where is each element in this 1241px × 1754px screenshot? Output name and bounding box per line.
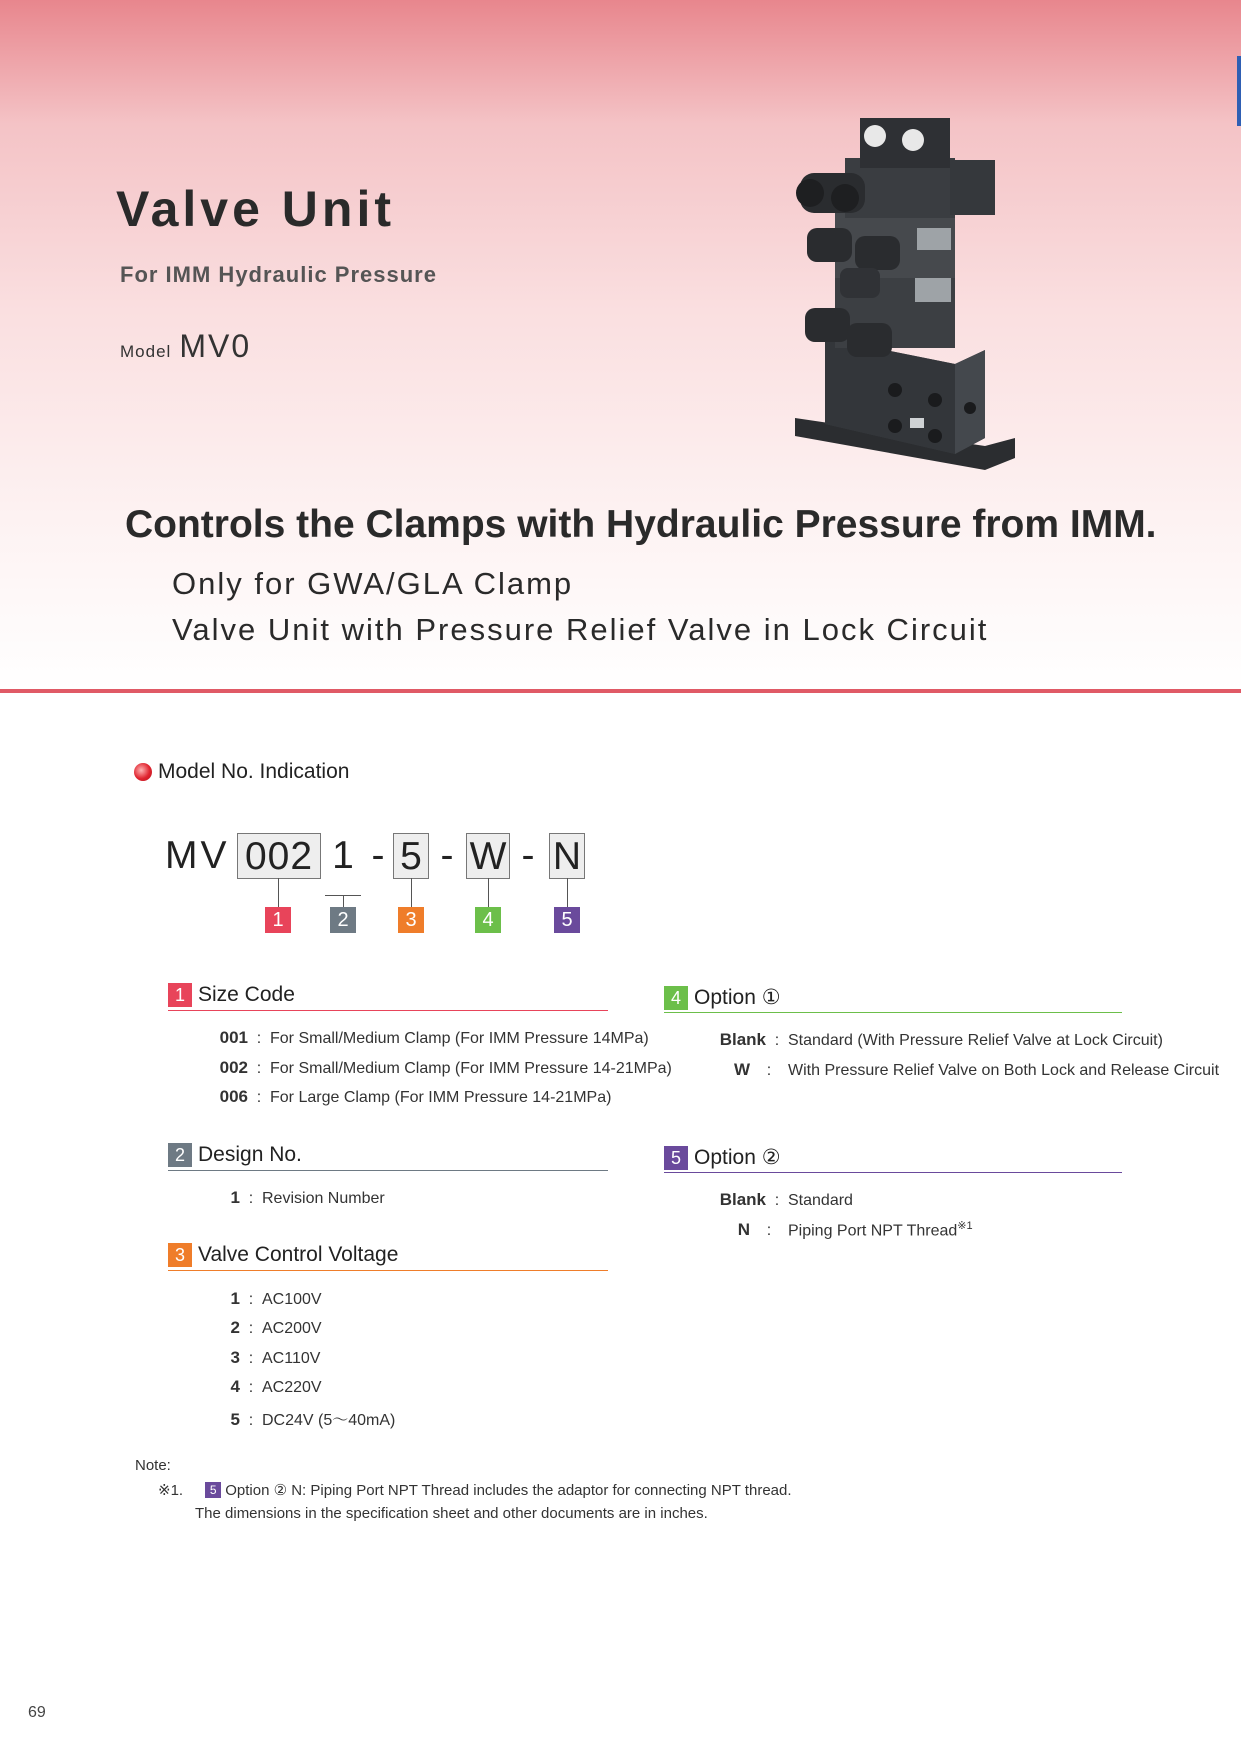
model-code-part-1: 002 <box>237 833 321 879</box>
option1-title <box>664 985 781 1010</box>
model-value: MV0 <box>179 328 252 364</box>
connector-line <box>325 895 361 896</box>
model-code-part-5: N <box>549 833 585 879</box>
list-item: 3 : AC110V <box>230 1348 321 1367</box>
voltage-title-text: Valve Control Voltage <box>198 1243 399 1266</box>
note-text-1: Option ② N: Piping Port NPT Thread includes the adaptor for connecting NPT thread. <box>225 1482 792 1499</box>
design-no-title <box>168 1143 302 1167</box>
note-label: Note: <box>135 1457 171 1474</box>
tagline-1: Only for GWA/GLA Clamp <box>172 566 574 601</box>
list-item: 006 : For Large Clamp (For IMM Pressure 14-21MPa) <box>219 1087 612 1106</box>
model-code-separator: - <box>521 834 535 877</box>
note-line-1 <box>158 1481 792 1499</box>
size-code-title <box>168 983 295 1007</box>
model-code-part-3: 5 <box>393 833 429 879</box>
list-item: 002 : For Small/Medium Clamp (For IMM Pressure 14-21MPa) <box>219 1058 672 1077</box>
size-code-badge: 1 <box>168 983 192 1007</box>
connector-line <box>567 878 568 908</box>
model-code-part-2: 1 <box>332 834 354 877</box>
note-line-2: The dimensions in the specification sheet and other documents are in inches. <box>195 1505 708 1522</box>
page-number: 69 <box>28 1704 46 1721</box>
index-badge-1: 1 <box>265 907 291 933</box>
index-badge-3: 3 <box>398 907 424 933</box>
connector-line <box>488 878 489 908</box>
list-item: Blank : Standard (With Pressure Relief Valve at Lock Circuit) <box>719 1030 1163 1049</box>
option1-badge: 4 <box>664 986 688 1010</box>
model-code-prefix: MV <box>165 834 230 877</box>
design-no-title-text: Design No. <box>198 1143 302 1166</box>
index-badge-4: 4 <box>475 907 501 933</box>
section-heading-text: Model No. Indication <box>158 760 350 783</box>
note-ref: ※1. <box>158 1482 184 1499</box>
list-item: W : With Pressure Relief Valve on Both Lock and Release Circuit <box>733 1060 1220 1079</box>
hero-divider <box>0 689 1241 693</box>
design-no-rule <box>168 1170 608 1171</box>
headline: Controls the Clamps with Hydraulic Pressure from IMM. <box>125 503 1157 546</box>
list-item: 5 : DC24V (5～40mA) <box>230 1410 396 1429</box>
option1-rule <box>664 1012 1122 1013</box>
list-item: N : Piping Port NPT Thread$^{※1}$ <box>737 1220 973 1240</box>
section-heading <box>134 760 349 784</box>
tagline-2: Valve Unit with Pressure Relief Valve in Lock Circuit <box>172 612 989 647</box>
model-line <box>120 328 251 365</box>
footnote-ref: ※1 <box>957 1220 973 1232</box>
index-badge-5: 5 <box>554 907 580 933</box>
red-bullet-icon <box>134 763 152 781</box>
model-code-part-4: W <box>466 833 510 879</box>
list-item: Blank : Standard <box>719 1190 853 1209</box>
option2-title <box>664 1145 781 1170</box>
voltage-badge: 3 <box>168 1243 192 1267</box>
design-no-badge: 2 <box>168 1143 192 1167</box>
option2-badge: 5 <box>664 1146 688 1170</box>
model-code-separator: - <box>440 834 454 877</box>
size-code-title-text: Size Code <box>198 983 295 1006</box>
model-label: Model <box>120 342 172 361</box>
connector-line <box>411 878 412 908</box>
note-badge: 5 <box>205 1482 221 1498</box>
valve-unit-product-image <box>785 118 1025 490</box>
voltage-title <box>168 1243 398 1267</box>
list-item: 4 : AC220V <box>230 1377 322 1396</box>
model-code-separator: - <box>371 834 385 877</box>
connector-line <box>278 878 279 908</box>
page-edge-marker <box>1237 56 1241 126</box>
list-item: 2 : AC200V <box>230 1318 322 1337</box>
option2-rule <box>664 1172 1122 1173</box>
list-item: 1 : AC100V <box>230 1289 322 1308</box>
index-badge-2: 2 <box>330 907 356 933</box>
option2-title-text: Option ② <box>694 1146 781 1169</box>
list-item: 001 : For Small/Medium Clamp (For IMM Pressure 14MPa) <box>219 1028 649 1047</box>
page-title: Valve Unit <box>116 181 395 237</box>
size-code-rule <box>168 1010 608 1011</box>
list-item: 1 : Revision Number <box>230 1188 385 1207</box>
page-subtitle: For IMM Hydraulic Pressure <box>120 262 437 287</box>
option1-title-text: Option ① <box>694 986 781 1009</box>
voltage-rule <box>168 1270 608 1271</box>
